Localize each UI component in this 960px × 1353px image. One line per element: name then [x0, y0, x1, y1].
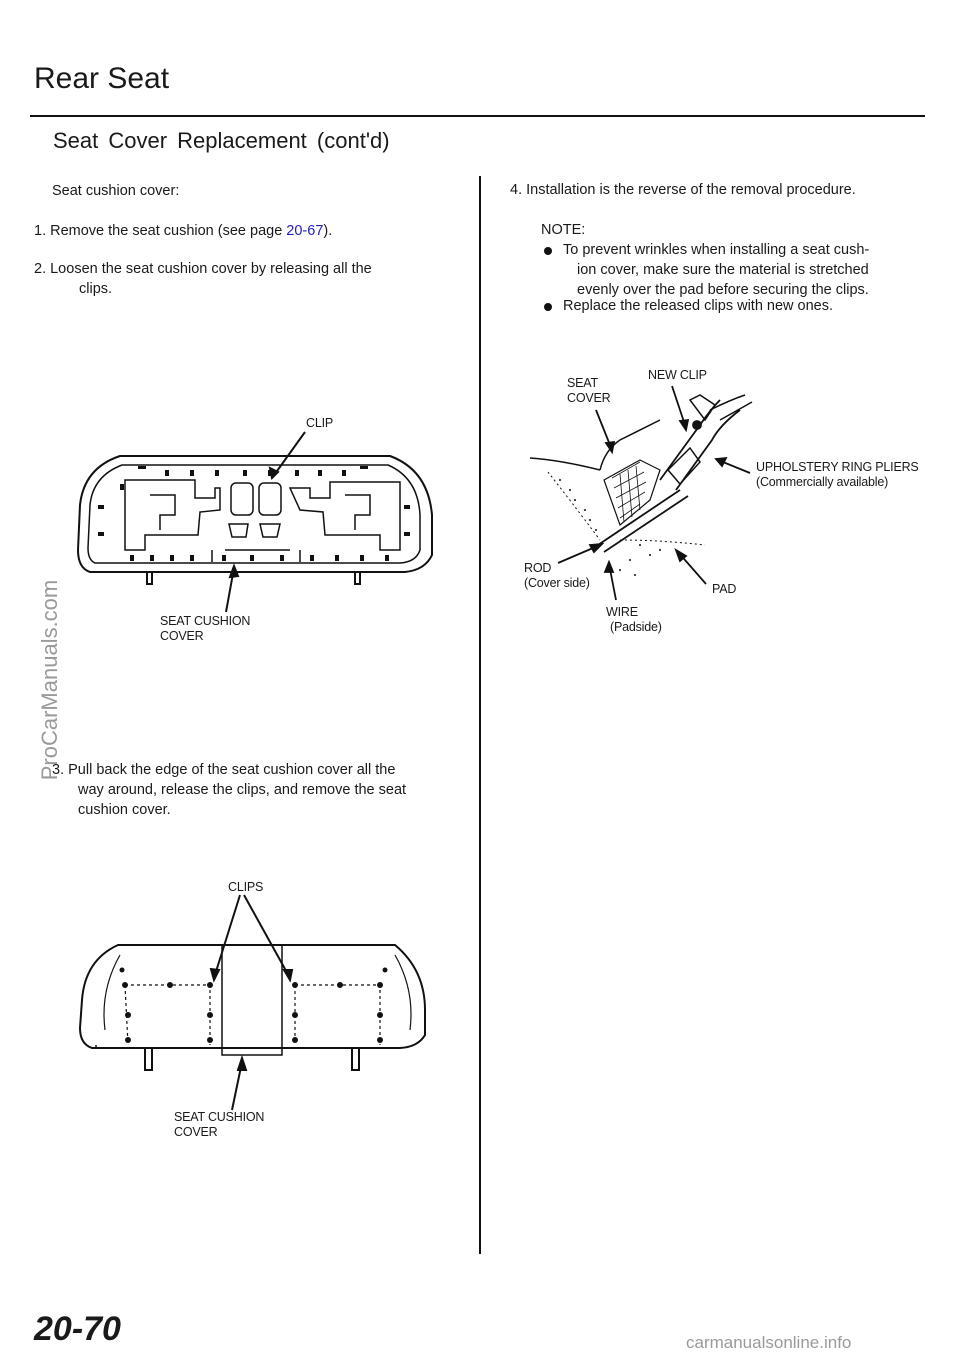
note-item-2: Replace the released clips with new ones. [563, 298, 834, 314]
step-3-line1: 3. Pull back the edge of the seat cushion cover all the [52, 762, 396, 778]
fig3-new-clip-label: NEW CLIP [648, 368, 707, 382]
note-item-1-line2: ion cover, make sure the material is stretched [577, 262, 869, 278]
fig2-clips-label: CLIPS [228, 880, 264, 894]
page-title: Rear Seat [34, 62, 170, 95]
fig3-pliers-line1: UPHOLSTERY RING PLIERS [756, 460, 919, 474]
side-watermark: ProCarManuals.com [37, 579, 62, 781]
fig3-wire-line1: WIRE [606, 605, 638, 619]
fig3-seat-cover-line1: SEAT [567, 376, 598, 390]
fig3-wire-line2: (Padside) [610, 620, 662, 634]
section-title: Seat Cover Replacement (cont'd) [53, 128, 390, 153]
fig2-cover-line2: COVER [174, 1125, 218, 1139]
fig3-pliers-line2: (Commercially available) [756, 475, 889, 489]
fig1-clip-label: CLIP [306, 416, 333, 430]
step-3-line3: cushion cover. [78, 802, 171, 818]
step-1-text: 1. Remove the seat cushion (see page [34, 223, 287, 239]
intro-text: Seat cushion cover: [52, 183, 180, 199]
step-2-line2: clips. [79, 281, 113, 297]
fig1-cover-line2: COVER [160, 629, 204, 643]
fig2-cover-line1: SEAT CUSHION [174, 1110, 265, 1124]
page-number: 20-70 [34, 1310, 121, 1348]
step-4: 4. Installation is the reverse of the removal procedure. [510, 182, 856, 198]
fig1-cover-line1: SEAT CUSHION [160, 614, 251, 628]
fig3-rod-line1: ROD [524, 561, 552, 575]
fig3-seat-cover-line2: COVER [567, 391, 611, 405]
note-item-1-line3: evenly over the pad before securing the clips. [577, 282, 869, 298]
step-2-line1: 2. Loosen the seat cushion cover by releasing all the [34, 261, 372, 277]
step-1-suffix: ). [323, 223, 333, 239]
note-item-1-line1: To prevent wrinkles when installing a seat cush- [563, 242, 870, 258]
step-3-line2: way around, release the clips, and remove the seat [78, 782, 407, 798]
note-heading: NOTE: [541, 222, 586, 238]
footer-watermark: carmanualsonline.info [686, 1333, 852, 1352]
fig3-pad-label: PAD [712, 582, 737, 596]
fig3-rod-line2: (Cover side) [524, 576, 590, 590]
page-link[interactable]: 20-67 [286, 223, 324, 239]
